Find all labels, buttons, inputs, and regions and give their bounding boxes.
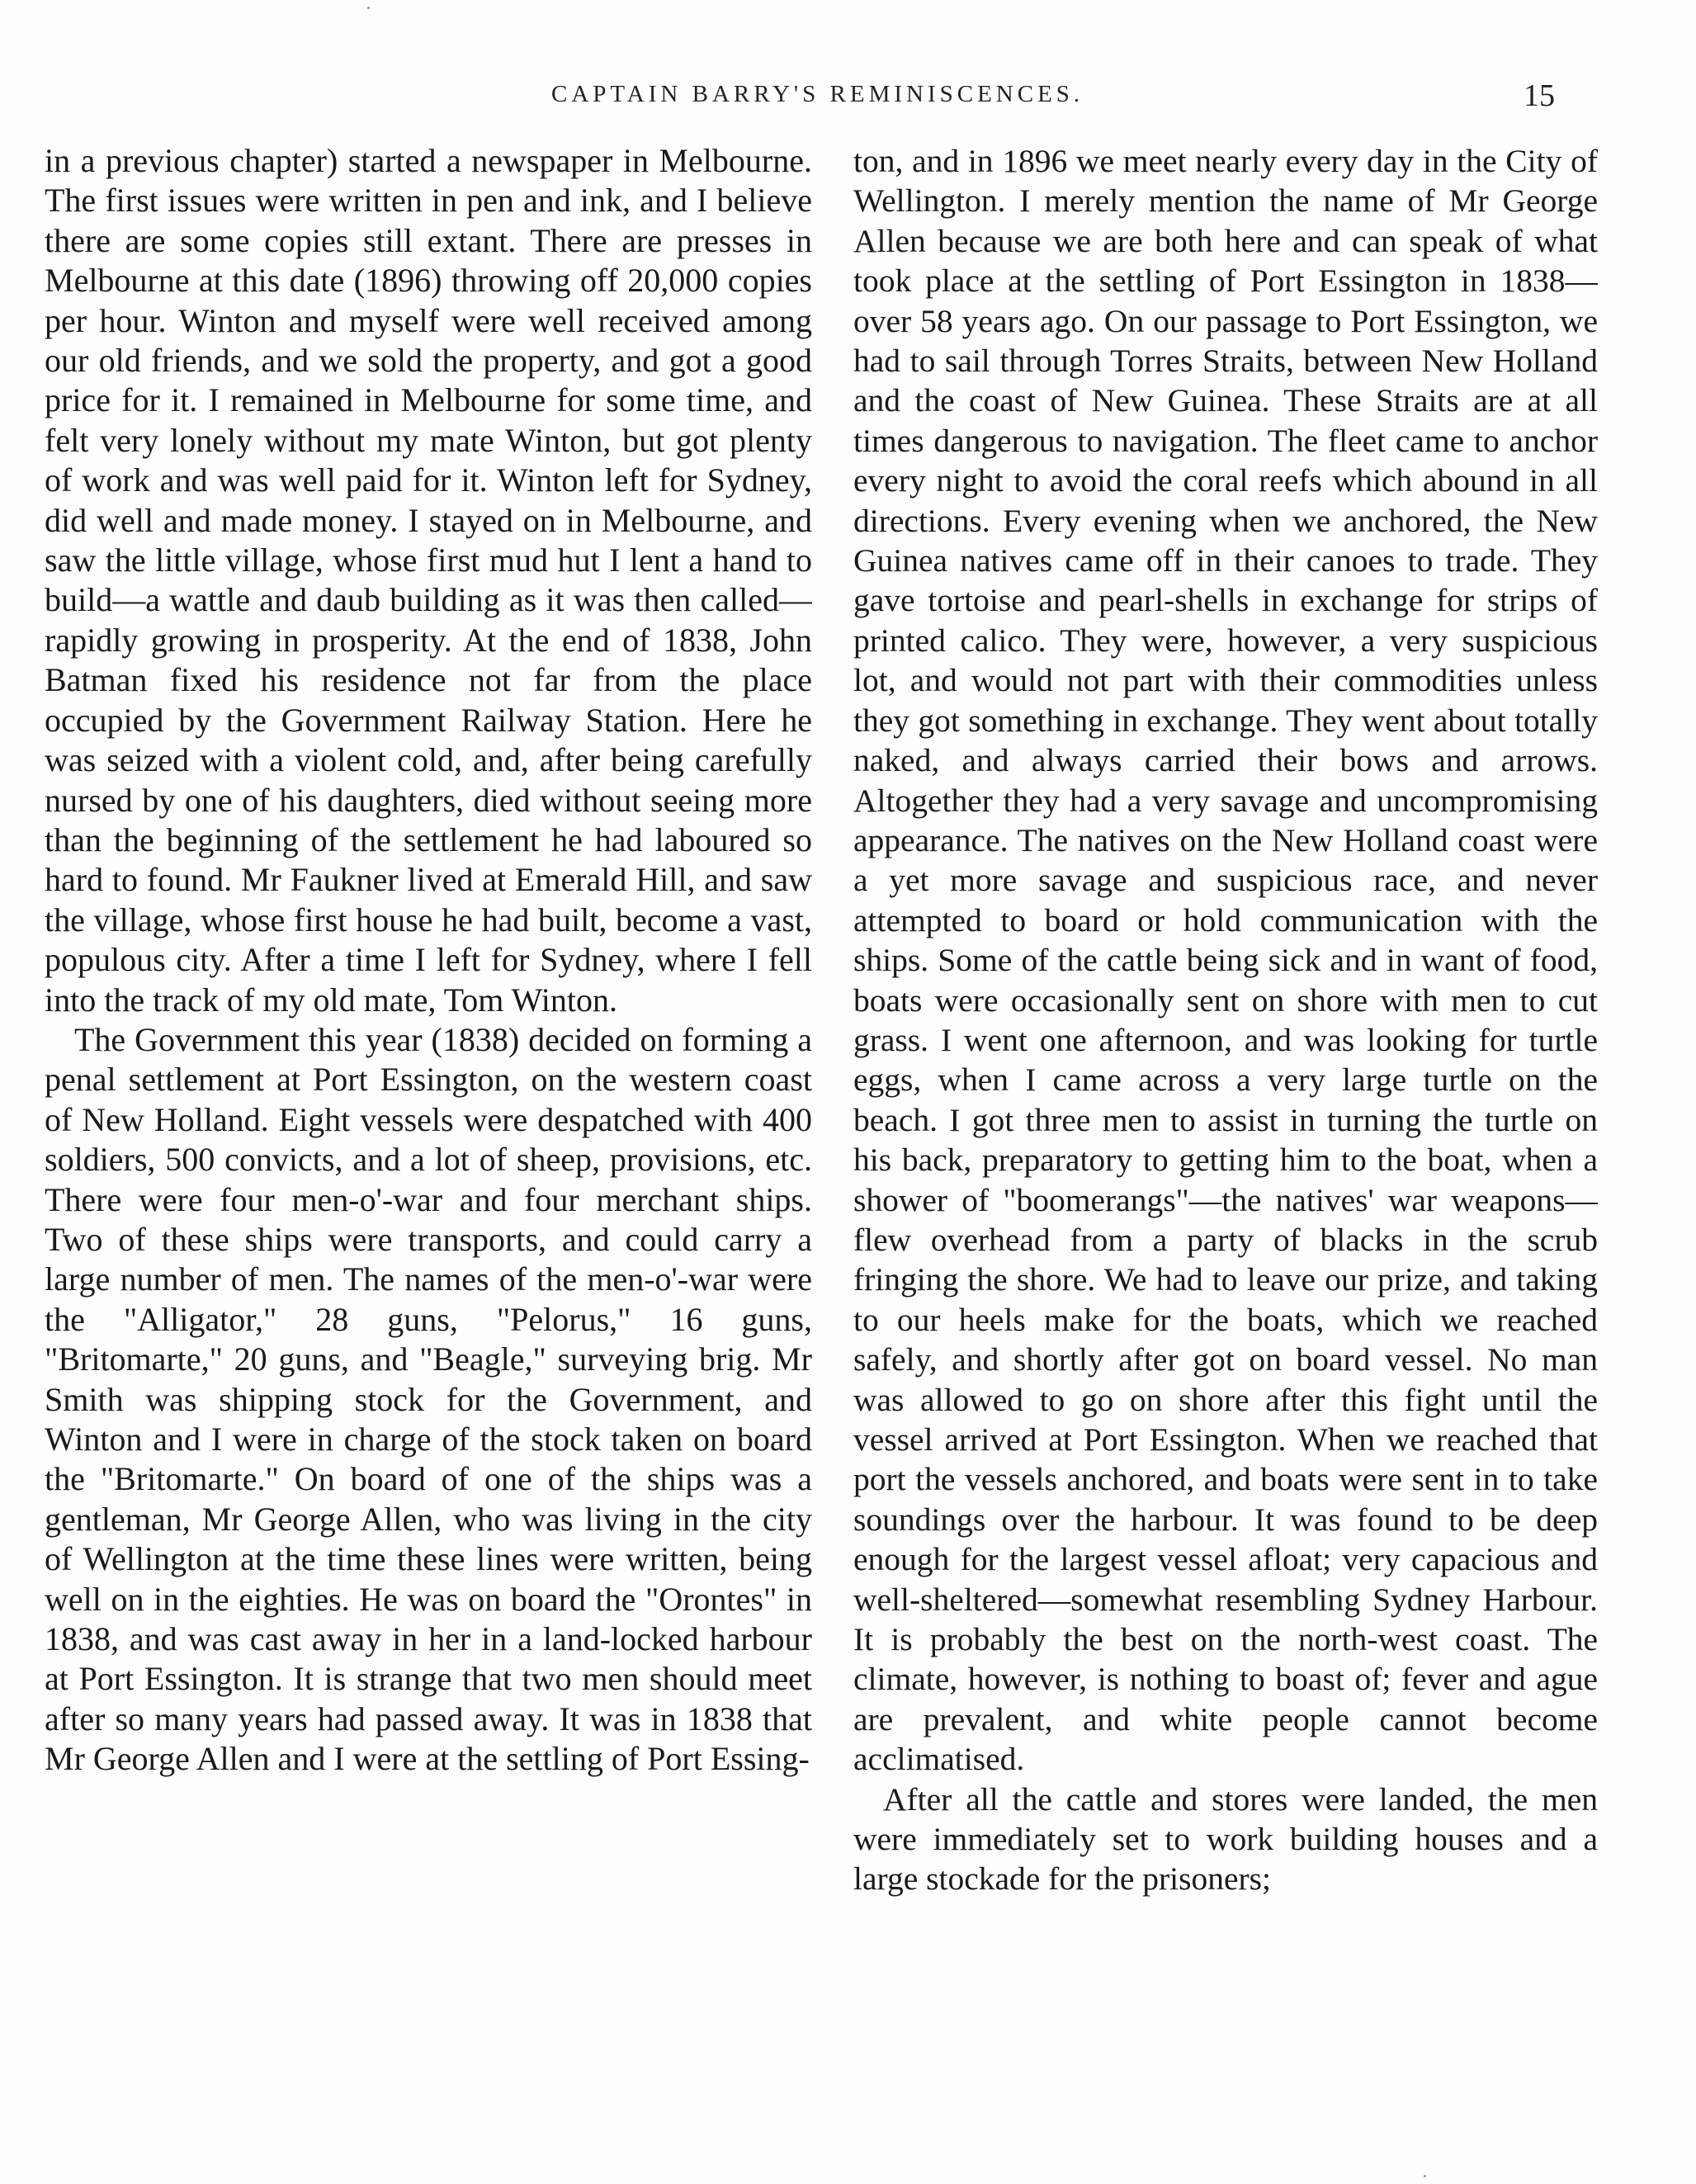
page-number: 15 — [1524, 78, 1555, 113]
running-title: CAPTAIN BARRY'S REMINISCENCES. — [551, 81, 1084, 107]
print-speck — [1424, 2175, 1426, 2177]
left-column — [45, 141, 812, 2155]
right-paragraph-1: ton, and in 1896 we meet nearly every day in the City of Wellington. I merely mention the name of Mr George Allen because we are both here and can speak of what took place at the settling of Port Essington in 1838—over 58 years ago. On our passage to Port Essington, we had to sail through Torres Straits, between New Holland and the coast of New Guinea. These Straits are at all times dangerous to navigation. The fleet came to anchor every night to avoid the coral reefs which abound in all directions. Every evening when we anchored, the New Guinea natives came off in their canoes to trade. They gave tortoise and pearl-shells in exchange for strips of printed calico. They were, however, a very suspicious lot, and would not part with their commodities unless they got something in exchange. They went about totally naked, and always carried their bows and arrows. Altogether they had a very savage and uncompromising appearance. The natives on the New Holland coast were a yet more savage and suspicious race, and never attempted to board or hold communication with the ships. Some of the cattle being sick and in want of food, boats were occasionally sent on shore with men to cut grass. I went one afternoon, and was looking for turtle eggs, when I came across a very large turtle on the beach. I got three men to assist in turning the turtle on his back, preparatory to getting him to the boat, when a shower of "boomerangs"—the natives' war weapons—flew overhead from a party of blacks in the scrub fringing the shore. We had to leave our prize, and taking to our heels make for the boats, which we reached safely, and shortly after got on board vessel. No man was allowed to go on shore after this fight until the vessel arrived at Port Essington. When we reached that port the vessels anchored, and boats were sent in to take soundings over the harbour. It was found to be deep enough for the largest vessel afloat; very capacious and well-sheltered—somewhat resembling Sydney Harbour. It is probably the best on the north-west coast. The climate, however, is nothing to boast of; fever and ague are prevalent, and white people cannot become acclimatised. — [853, 143, 1598, 1778]
left-paragraph-1: in a previous chapter) started a newspaper in Melbourne. The first issues were written in pen and ink, and I believe there are some copies still extant. There are presses in Melbourne at this date (1896) throwing off 20,000 copies per hour. Winton and myself were well received among our old friends, and we sold the property, and got a good price for it. I remained in Melbourne for some time, and felt very lonely without my mate Winton, but got plenty of work and was well paid for it. Winton left for Sydney, did well and made money. I stayed on in Melbourne, and saw the little village, whose first mud hut I lent a hand to build—a wattle and daub building as it was then called—rapidly growing in prosperity. At the end of 1838, John Batman fixed his residence not far from the place occupied by the Government Railway Station. Here he was seized with a violent cold, and, after being carefully nursed by one of his daughters, died without seeing more than the beginning of the settlement he had laboured so hard to found. Mr Faukner lived at Emerald Hill, and saw the village, whose first house he had built, become a vast, populous city. After a time I left for Sydney, where I fell into the track of my old mate, Tom Winton. — [45, 142, 812, 1019]
print-speck — [367, 7, 370, 9]
left-paragraph-2: The Government this year (1838) decided on forming a penal settlement at Port Essington, on the western coast of New Holland. Eight vessels were despatched with 400 soldiers, 500 convicts, and a lot of sheep, provisions, etc. There were four men-o'-war and four merchant ships. Two of these ships were transports, and could carry a large number of men. The names of the men-o'-war were the "Alligator," 28 guns, "Pelorus," 16 guns, "Britomarte," 20 guns, and "Beagle," surveying brig. Mr Smith was shipping stock for the Government, and Winton and I were in charge of the stock taken on board the "Britomarte." On board of one of the ships was a gentleman, Mr George Allen, who was living in the city of Wellington at the time these lines were written, being well on in the eighties. He was on board the "Orontes" in 1838, and was cast away in her in a land-locked harbour at Port Essington. It is strange that two men should meet after so many years had passed away. It was in 1838 that Mr George Allen and I were at the settling of Port Essing- — [45, 1020, 812, 1778]
right-paragraph-2: After all the cattle and stores were landed, the men were immediately set to work building houses and a large stockade for the prisoners; — [853, 1780, 1598, 1898]
running-head — [0, 78, 1696, 122]
right-column — [853, 141, 1598, 2155]
